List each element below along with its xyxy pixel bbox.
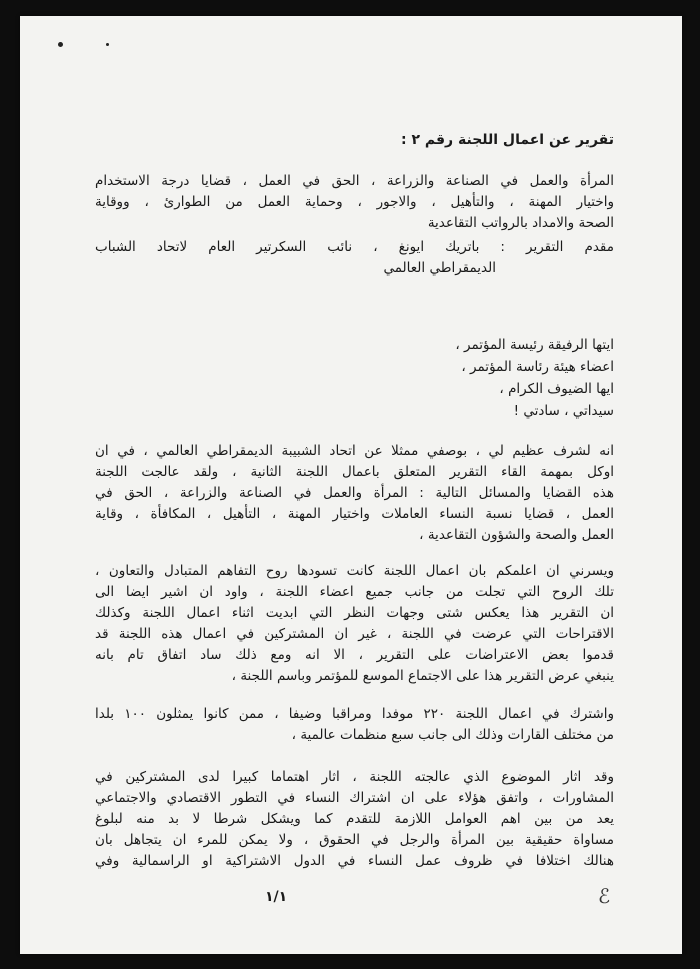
presenter-info	[95, 237, 614, 279]
paragraph-line: وقد اثار الموضوع الذي عالجته اللجنة ، اثار اهتماما كبيرا لدى المشتركين في	[95, 769, 614, 785]
subject-line: الصحة والامداد بالرواتب التقاعدية	[427, 215, 614, 231]
paragraph-line: المشاورات ، واتفق هؤلاء على ان اشتراك النساء في التطور الاقتصادي والاجتماعي	[95, 790, 614, 806]
presenter-line: مقدم التقرير : باتريك ايونغ ، نائب السكرتير العام لاتحاد الشباب	[95, 239, 614, 255]
paragraph-2	[95, 561, 614, 687]
paragraph-line: العمل ، قضايا نسبة النساء العاملات واختيار المهنة ، التأهيل ، المكافأة ، وقاية	[95, 506, 614, 522]
subject-line: واختيار المهنة ، والتأهيل ، والاجور ، وحماية العمل من الطوارئ ، ووقاية	[95, 194, 614, 210]
salutation-line: سيداتي ، سادتي !	[513, 403, 614, 419]
paragraph-line: تلك الروح التي تجلت من جانب جميع اعضاء اللجنة ، واود ان اشير ايضا الى	[95, 584, 614, 600]
handwritten-mark-icon: ℰ	[598, 884, 611, 908]
paragraph-line: انه لشرف عظيم لي ، بوصفي ممثلا عن اتحاد الشبيبة الديمقراطي العالمي ، في ان	[95, 443, 614, 459]
paragraph-line: من مختلف القارات وذلك الى جانب سبع منظمات عالمية ،	[291, 727, 614, 743]
salutation-line: ايها الضيوف الكرام ،	[499, 381, 614, 397]
presenter-line: الديمقراطي العالمي	[383, 260, 496, 276]
paragraph-line: ينبغي عرض التقرير هذا على الاجتماع الموسع للمؤتمر وباسم اللجنة ،	[231, 668, 614, 684]
report-title	[95, 130, 614, 151]
paragraph-line: هنالك اختلافا في ظروف عمل النساء في الدول الاشتراكية او الراسمالية وفي	[95, 853, 614, 869]
paragraph-1	[95, 441, 614, 546]
salutations	[95, 334, 614, 422]
paragraph-line: ان التقرير هذا يعكس شتى وجهات النظر التي ابديت اثناء اعمال اللجنة وكذلك	[95, 605, 614, 621]
paragraph-line: العمل والصحة والشؤون التقاعدية ،	[419, 527, 614, 543]
paragraph-3	[95, 704, 614, 746]
paragraph-line: قدموا بعض الاعتراضات على التقرير ، الا انه ومع ذلك ساد اتفاق تام بانه	[95, 647, 614, 663]
salutation-line: ايتها الرفيقة رئيسة المؤتمر ،	[455, 337, 614, 353]
paragraph-line: واشترك في اعمال اللجنة ٢٢٠ موفدا ومراقبا وضيفا ، ممن كانوا يمثلون ١٠٠ بلدا	[95, 706, 614, 722]
paragraph-line: الاقتراحات التي عرضت في اللجنة ، غير ان المشتركين في اعمال هذه اللجنة قد	[95, 626, 614, 642]
paragraph-line: هذه القضايا والمسائل التالية : المرأة والعمل في الصناعة والزراعة ، الحق في	[95, 485, 614, 501]
document-page	[20, 16, 682, 954]
subject-line: المرأة والعمل في الصناعة والزراعة ، الحق في العمل ، قضايا درجة الاستخدام	[95, 173, 614, 189]
title-text: تقرير عن اعمال اللجنة رقم ٢ :	[401, 132, 614, 148]
page-number: ١/١	[265, 889, 288, 905]
paragraph-line: ويسرني ان اعلمكم بان اعمال اللجنة كانت تسودها روح التفاهم المتبادل والتعاون ،	[95, 563, 614, 579]
salutation-line: اعضاء هيئة رئاسة المؤتمر ،	[461, 359, 614, 375]
paragraph-line: مساواة حقيقية بين المرأة والرجل في الحقوق ، ولا يمكن للمرء ان يتجاهل بان	[95, 832, 614, 848]
report-subject	[95, 171, 614, 234]
document-body	[95, 16, 614, 954]
paragraph-line: يعد من بين اهم العوامل اللازمة للتقدم كما ويشكل شرطا لا بد منه لبلوغ	[95, 811, 614, 827]
paragraph-line: اوكل بمهمة القاء التقرير المتعلق باعمال اللجنة الثانية ، ولقد عالجت اللجنة	[95, 464, 614, 480]
paragraph-4	[95, 767, 614, 872]
punch-dot	[58, 42, 63, 47]
